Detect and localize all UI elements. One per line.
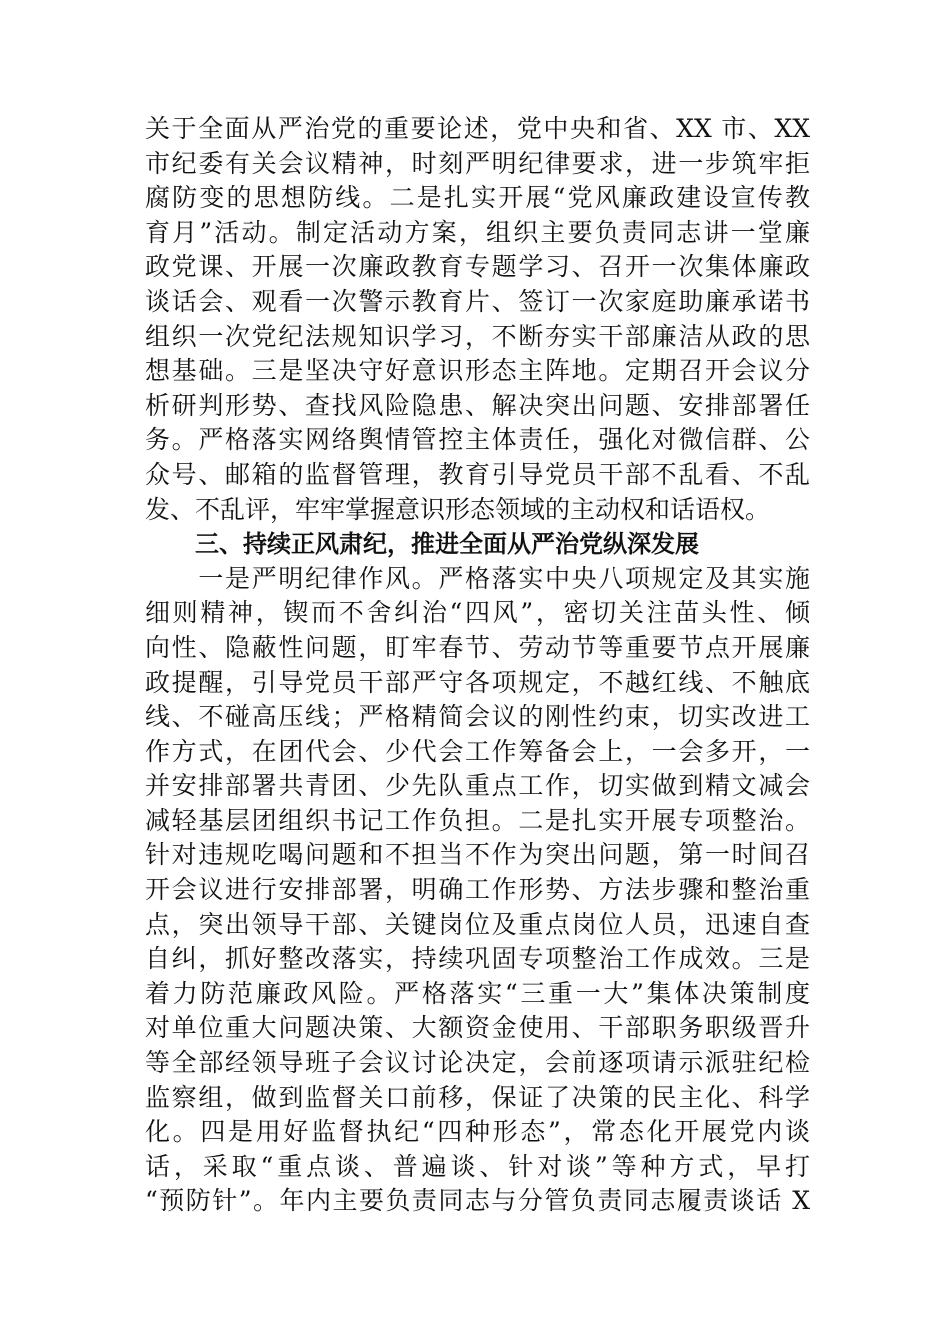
paragraph-line: 对单位重大问题决策、大额资金使用、干部职务职级晋升 xyxy=(145,1013,810,1043)
paragraph-line: 开会议进行安排部署，明确工作形势、方法步骤和整治重 xyxy=(145,875,810,905)
paragraph-line: 作方式，在团代会、少代会工作筹备会上，一会多开，一 xyxy=(145,736,810,766)
paragraph-line: 市纪委有关会议精神，时刻严明纪律要求，进一步筑牢拒 xyxy=(145,148,810,178)
paragraph-line: “预防针”。年内主要负责同志与分管负责同志履责谈话 X xyxy=(145,1186,810,1216)
paragraph-line: 着力防范廉政风险。严格落实“三重一大”集体决策制度 xyxy=(145,978,810,1008)
paragraph-line: 点，突出领导干部、关键岗位及重点岗位人员，迅速自查 xyxy=(145,909,810,939)
paragraph-line: 育月”活动。制定活动方案，组织主要负责同志讲一堂廉 xyxy=(145,217,810,247)
paragraph-line: 谈话会、观看一次警示教育片、签订一次家庭助廉承诺书 xyxy=(145,286,810,316)
paragraph-line: 话，采取“重点谈、普遍谈、针对谈”等种方式，早打 xyxy=(145,1151,810,1181)
paragraph-line: 自纠，抓好整改落实，持续巩固专项整治工作成效。三是 xyxy=(145,944,810,974)
paragraph-line: 政提醒，引导党员干部严守各项规定，不越红线、不触底 xyxy=(145,667,810,697)
paragraph-line: 众号、邮箱的监督管理，教育引导党员干部不乱看、不乱 xyxy=(145,459,810,489)
paragraph-line: 化。四是用好监督执纪“四种形态”，常态化开展党内谈 xyxy=(145,1117,810,1147)
paragraph-line: 务。严格落实网络舆情管控主体责任，强化对微信群、公 xyxy=(145,425,810,455)
paragraph-line: 监察组，做到监督关口前移，保证了决策的民主化、科学 xyxy=(145,1082,810,1112)
paragraph-line: 细则精神，锲而不舍纠治“四风”，密切关注苗头性、倾 xyxy=(145,598,810,628)
document-body xyxy=(145,112,810,1219)
paragraph-line: 析研判形势、查找风险隐患、解决突出问题、安排部署任 xyxy=(145,390,810,420)
paragraph-line: 针对违规吃喝问题和不担当不作为突出问题，第一时间召 xyxy=(145,840,810,870)
paragraph-line: 并安排部署共青团、少先队重点工作，切实做到精文减会 xyxy=(145,771,810,801)
paragraph-line: 一是严明纪律作风。严格落实中央八项规定及其实施 xyxy=(145,563,810,593)
section-heading: 三、持续正风肃纪，推进全面从严治党纵深发展 xyxy=(195,530,699,559)
paragraph-line: 等全部经领导班子会议讨论决定，会前逐项请示派驻纪检 xyxy=(145,1048,810,1078)
paragraph-line: 减轻基层团组织书记工作负担。二是扎实开展专项整治。 xyxy=(145,805,810,835)
paragraph-line: 关于全面从严治党的重要论述，党中央和省、XX 市、XX xyxy=(145,114,810,143)
paragraph-line: 发、不乱评，牢牢掌握意识形态领域的主动权和话语权。 xyxy=(145,494,771,524)
paragraph-line: 政党课、开展一次廉政教育专题学习、召开一次集体廉政 xyxy=(145,252,810,282)
paragraph-line: 线、不碰高压线；严格精简会议的刚性约束，切实改进工 xyxy=(145,702,810,732)
paragraph-line: 腐防变的思想防线。二是扎实开展“党风廉政建设宣传教 xyxy=(145,183,810,213)
paragraph-line: 组织一次党纪法规知识学习，不断夯实干部廉洁从政的思 xyxy=(145,321,810,351)
paragraph-line: 向性、隐蔽性问题，盯牢春节、劳动节等重要节点开展廉 xyxy=(145,632,810,662)
paragraph-line: 想基础。三是坚决守好意识形态主阵地。定期召开会议分 xyxy=(145,356,810,386)
